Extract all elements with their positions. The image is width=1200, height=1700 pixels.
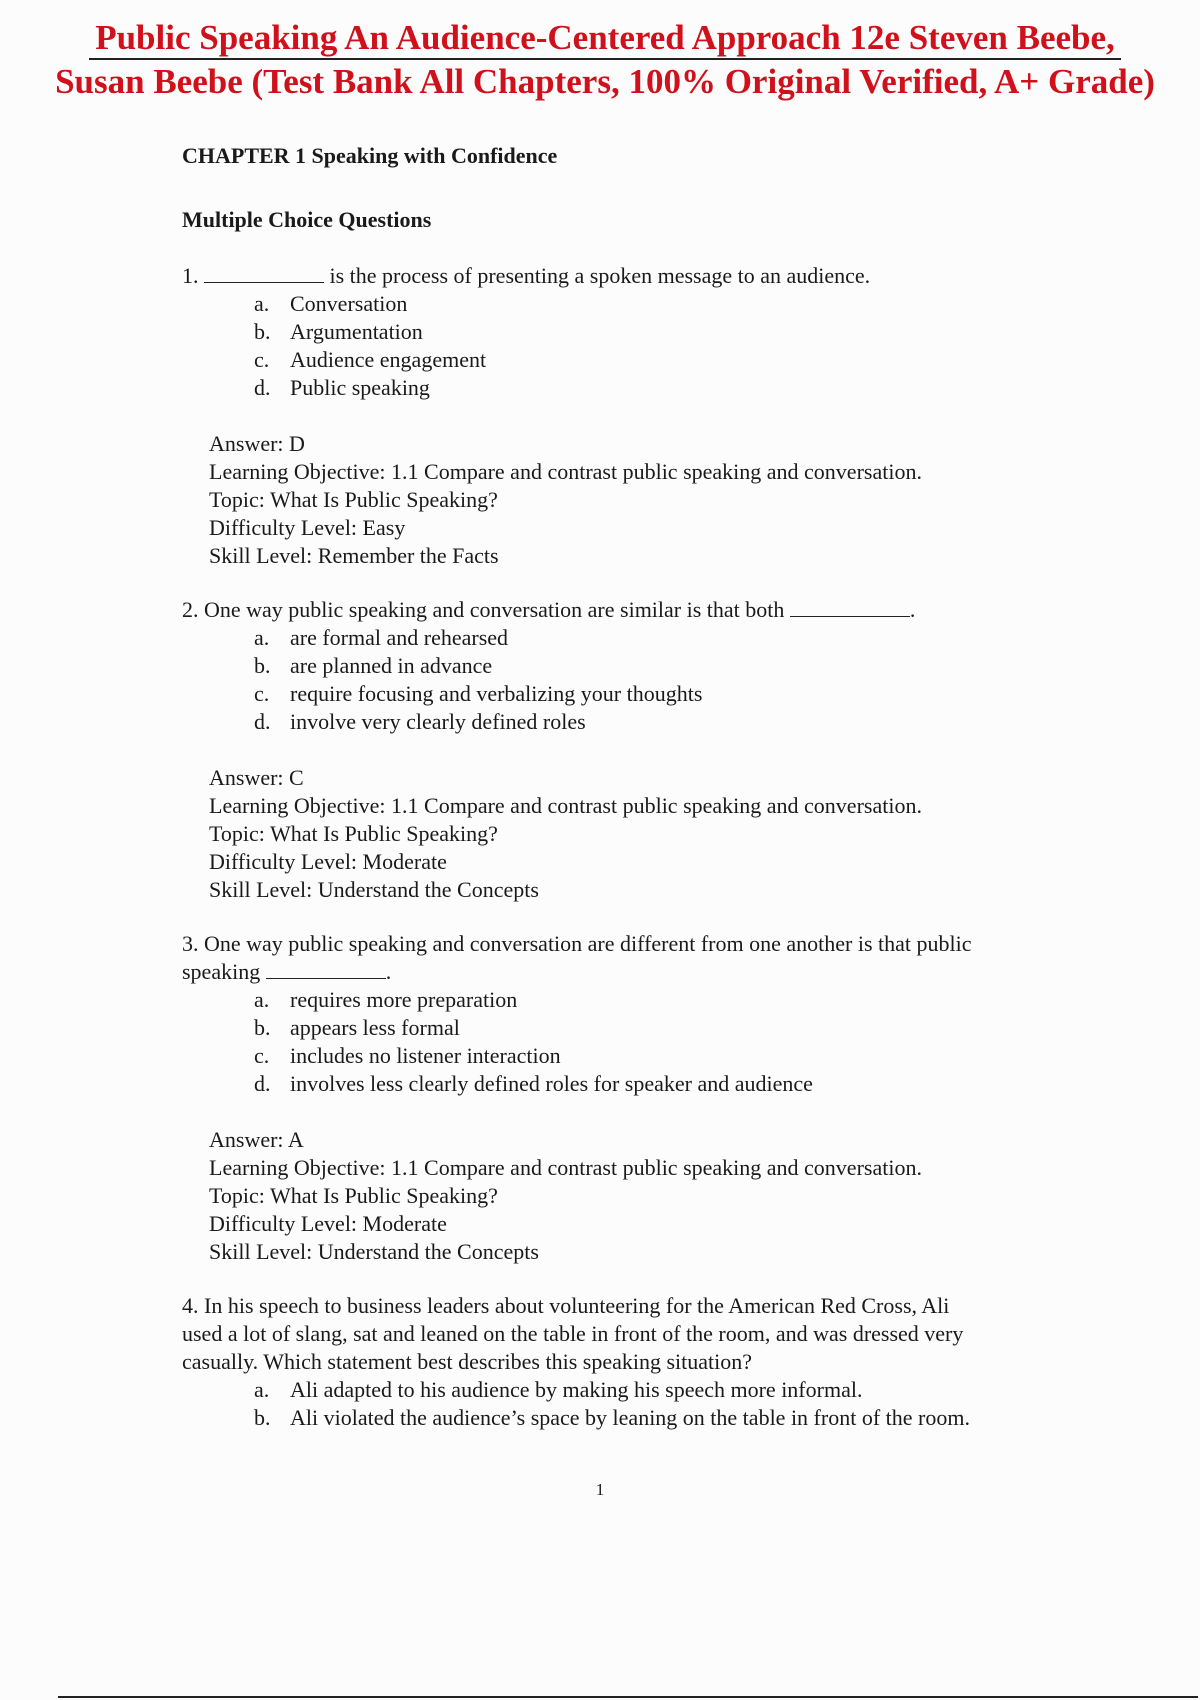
- chapter-heading: CHAPTER 1 Speaking with Confidence: [182, 143, 558, 168]
- options-list: [254, 986, 1082, 1098]
- question-text: One way public speaking and conversation are different from one another is that public: [204, 931, 972, 956]
- option-a: [254, 624, 1082, 652]
- answer-blank: [204, 264, 324, 283]
- option-letter: c.: [254, 347, 270, 372]
- option-text: includes no listener interaction: [290, 1043, 561, 1068]
- question-2-text: [182, 596, 1082, 624]
- option-c: [254, 346, 1082, 374]
- option-c: [254, 1042, 1082, 1070]
- question-number: 1.: [182, 263, 199, 288]
- question-text-line: used a lot of slang, sat and leaned on the table in front of the room, and was dressed very: [182, 1321, 964, 1346]
- topic: Topic: What Is Public Speaking?: [209, 1183, 498, 1208]
- option-text: Argumentation: [290, 319, 423, 344]
- option-letter: b.: [254, 653, 271, 678]
- question-3: [182, 930, 1082, 1266]
- answer-metadata: [209, 764, 1082, 904]
- option-text: involve very clearly defined roles: [290, 709, 586, 734]
- option-letter: b.: [254, 1405, 271, 1430]
- page-number: 1: [595, 1480, 605, 1499]
- option-text: are planned in advance: [290, 653, 493, 678]
- question-number: 4.: [182, 1293, 199, 1318]
- answer-metadata: [209, 1126, 1082, 1266]
- option-d: [254, 1070, 1082, 1098]
- option-d: [254, 708, 1082, 736]
- difficulty-level: Difficulty Level: Moderate: [209, 849, 447, 874]
- question-4: [182, 1292, 1082, 1432]
- answer: Answer: D: [209, 431, 305, 456]
- question-3-text: [182, 930, 1082, 986]
- options-list: [254, 624, 1082, 736]
- option-a: [254, 1376, 1082, 1404]
- question-text-line: [182, 1292, 1082, 1320]
- document-body: [182, 142, 1082, 1432]
- question-text: In his speech to business leaders about volunteering for the American Red Cross, Ali: [204, 1293, 950, 1318]
- skill-level: Skill Level: Understand the Concepts: [209, 1239, 539, 1264]
- bottom-divider: [58, 1696, 1198, 1698]
- option-text: involves less clearly defined roles for speaker and audience: [290, 1071, 813, 1096]
- difficulty-level: Difficulty Level: Easy: [209, 515, 406, 540]
- answer-blank: [266, 960, 386, 979]
- option-b: [254, 1404, 1082, 1432]
- option-letter: c.: [254, 1043, 270, 1068]
- option-letter: c.: [254, 681, 270, 706]
- options-list: [254, 290, 1082, 402]
- answer-blank: [790, 598, 910, 617]
- option-text: are formal and rehearsed: [290, 625, 509, 650]
- option-a: [254, 986, 1082, 1014]
- option-letter: d.: [254, 709, 271, 734]
- question-text-line: [182, 958, 1082, 986]
- title-line-1: Public Speaking An Audience-Centered Approach 12e Steven Beebe,: [89, 18, 1121, 60]
- option-text: require focusing and verbalizing your thoughts: [290, 681, 703, 706]
- question-text: One way public speaking and conversation are similar is that both: [204, 597, 785, 622]
- difficulty-level: Difficulty Level: Moderate: [209, 1211, 447, 1236]
- answer: Answer: C: [209, 765, 304, 790]
- option-letter: d.: [254, 375, 271, 400]
- question-number: 2.: [182, 597, 199, 622]
- question-text: speaking: [182, 959, 261, 984]
- option-letter: b.: [254, 1015, 271, 1040]
- learning-objective: Learning Objective: 1.1 Compare and contrast public speaking and conversation.: [209, 1155, 922, 1180]
- question-number: 3.: [182, 931, 199, 956]
- option-text: Ali violated the audience’s space by leaning on the table in front of the room.: [290, 1405, 970, 1430]
- topic: Topic: What Is Public Speaking?: [209, 821, 498, 846]
- learning-objective: Learning Objective: 1.1 Compare and contrast public speaking and conversation.: [209, 793, 922, 818]
- question-text: is the process of presenting a spoken message to an audience.: [329, 263, 871, 288]
- option-text: Conversation: [290, 291, 408, 316]
- option-text: requires more preparation: [290, 987, 518, 1012]
- question-1-text: [182, 262, 1082, 290]
- option-letter: a.: [254, 1377, 270, 1402]
- option-text: Public speaking: [290, 375, 430, 400]
- option-b: [254, 1014, 1082, 1042]
- section-heading: Multiple Choice Questions: [182, 207, 432, 232]
- learning-objective: Learning Objective: 1.1 Compare and contrast public speaking and conversation.: [209, 459, 922, 484]
- question-1: [182, 262, 1082, 570]
- option-letter: a.: [254, 291, 270, 316]
- options-list: [254, 1376, 1082, 1432]
- question-text-end: .: [909, 597, 916, 622]
- option-d: [254, 374, 1082, 402]
- option-a: [254, 290, 1082, 318]
- option-text: Audience engagement: [290, 347, 487, 372]
- question-text-end: .: [385, 959, 392, 984]
- topic: Topic: What Is Public Speaking?: [209, 487, 498, 512]
- answer: Answer: A: [209, 1127, 304, 1152]
- option-b: [254, 652, 1082, 680]
- option-letter: a.: [254, 625, 270, 650]
- option-c: [254, 680, 1082, 708]
- option-letter: b.: [254, 319, 271, 344]
- skill-level: Skill Level: Remember the Facts: [209, 543, 499, 568]
- question-text-line: [182, 930, 1082, 958]
- option-text: Ali adapted to his audience by making his speech more informal.: [290, 1377, 863, 1402]
- option-letter: d.: [254, 1071, 271, 1096]
- question-4-text: [182, 1292, 1082, 1376]
- option-b: [254, 318, 1082, 346]
- question-2: [182, 596, 1082, 904]
- document-title: [30, 16, 1180, 103]
- option-text: appears less formal: [290, 1015, 460, 1040]
- option-letter: a.: [254, 987, 270, 1012]
- skill-level: Skill Level: Understand the Concepts: [209, 877, 539, 902]
- answer-metadata: [209, 430, 1082, 570]
- question-text-line: casually. Which statement best describes this speaking situation?: [182, 1349, 753, 1374]
- title-line-2: Susan Beebe (Test Bank All Chapters, 100% Original Verified, A+ Grade): [55, 62, 1155, 101]
